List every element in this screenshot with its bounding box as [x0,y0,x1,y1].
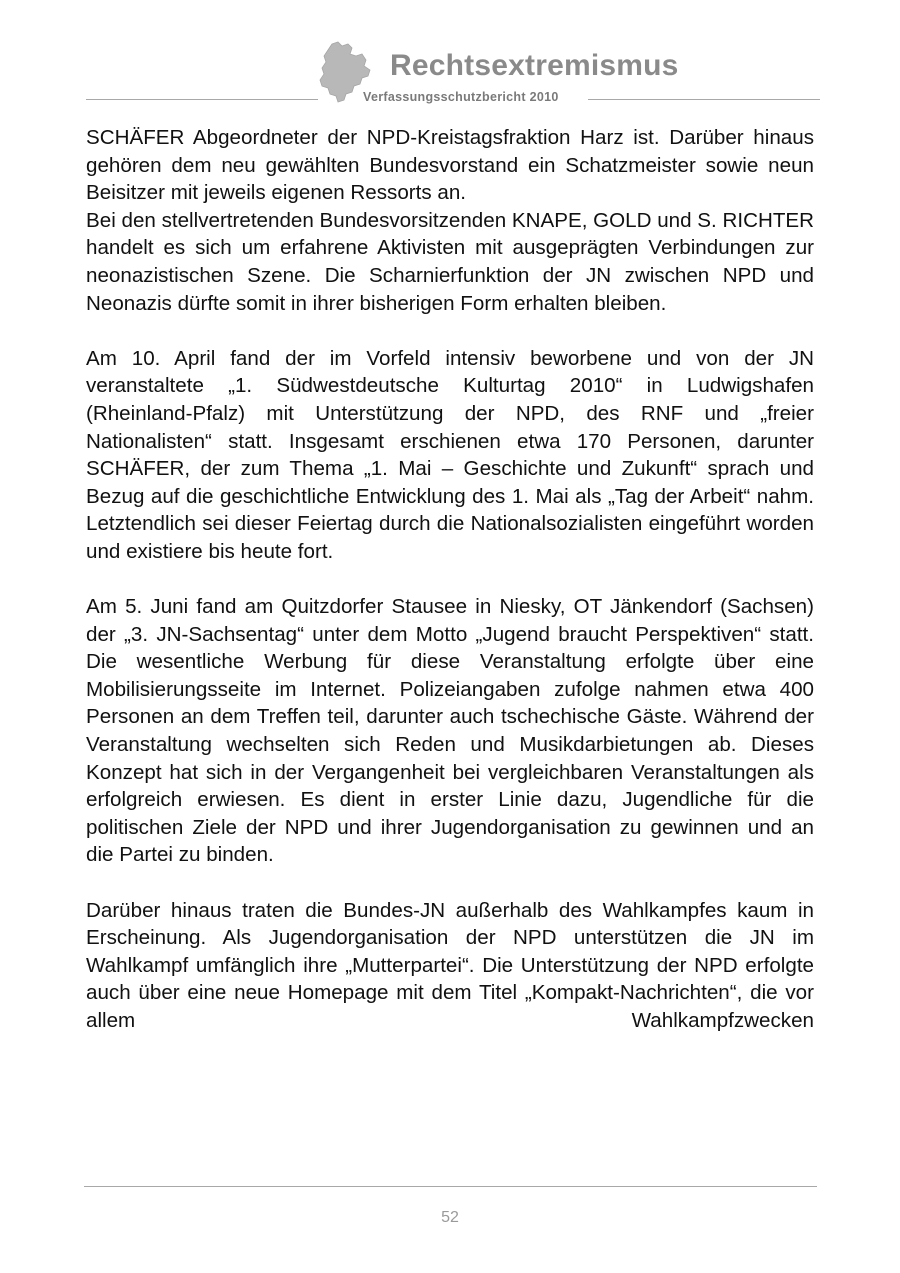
paragraph-2: Bei den stellvertretenden Bundesvorsitzenden KNAPE, GOLD und S. RICHTER handelt es sich um erfahrene Aktivisten mit ausgeprägten Verbindungen zur neonazistischen Szene. Die Scharnierfunktion der JN zwischen NPD und Neonazis dürfte somit in ihrer bisherigen Form erhalten bleiben. [86,208,815,315]
header-rule-right [588,99,820,100]
paragraph-5: Darüber hinaus traten die Bundes-JN außerhalb des Wahlkampfes kaum in Erscheinung. Als Jugendorganisation der NPD unterstützen die JN im Wahlkampf umfänglich ihre „Mutterpartei“. Die Unterstützung der NPD erfolgte auch über eine neue Homepage mit dem Titel „Kompakt-Nachrichten“, die vor allem Wahlkampfzwecken [86,898,814,1032]
header-subtitle: Verfassungsschutzbericht 2010 [363,90,559,104]
paragraph-3: Am 10. April fand der im Vorfeld intensiv beworbene und von der JN veranstaltete „1. Südwestdeutsche Kulturtag 2010“ in Ludwigshafen (Rheinland-Pfalz) mit Unterstützung der NPD, des RNF und „freier Nationalisten“ statt. Insgesamt erschienen etwa 170 Personen, darunter SCHÄFER, der zum Thema „1. Mai – Geschichte und Zukunft“ sprach und Bezug auf die geschichtliche Entwicklung des 1. Mai als „Tag der Arbeit“ nahm. Letztendlich sei dieser Feiertag durch die Nationalsozialisten eingeführt worden und existiere bis heute fort. [86,346,814,563]
page-header [0,0,900,110]
header-rule-left [86,99,318,100]
paragraph-4: Am 5. Juni fand am Quitzdorfer Stausee in Niesky, OT Jänkendorf (Sachsen) der „3. JN-Sachsentag“ unter dem Motto „Jugend braucht Perspektiven“ statt. Die wesentliche Werbung für diese Veranstaltung erfolgte über eine Mobilisierungsseite im Internet. Polizeiangaben zufolge nahmen etwa 400 Personen an dem Treffen teil, darunter auch tschechische Gäste. Während der Veranstaltung wechselten sich Reden und Musikdarbietungen ab. Dieses Konzept hat sich in der Vergangenheit bei vergleichbaren Veranstaltungen als erfolgreich erwiesen. Es dient in erster Linie dazu, Jugendliche für die politischen Ziele der NPD und ihrer Jugendorganisation zu gewinnen und an die Partei zu binden. [86,595,814,867]
body-text [86,124,814,1035]
footer-rule [84,1186,817,1187]
paragraph-1: SCHÄFER Abgeordneter der NPD-Kreistagsfraktion Harz ist. Darüber hinaus gehören dem neu gewählten Bundesvorstand ein Schatzmeister sowie neun Beisitzer mit jeweils eigenen Ressorts an. [86,126,814,205]
page-number: 52 [441,1209,459,1226]
header-title: Rechtsextremismus [390,49,679,82]
